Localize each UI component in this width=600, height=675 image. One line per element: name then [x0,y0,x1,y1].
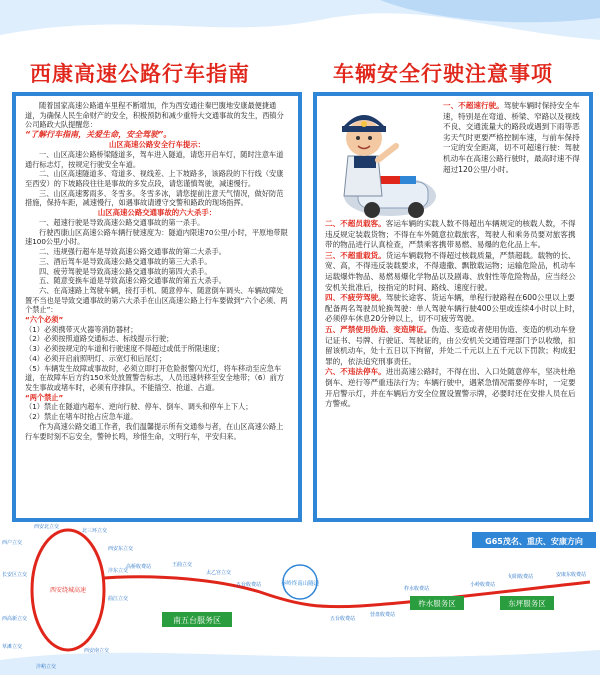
ban-2: （2）禁止在堵车时抢占应急车道。 [25,412,138,422]
note-2-head: 二、不超员载客。 [325,219,386,228]
bottom-station-4: 小岭收费站 [470,582,496,588]
note-1-head: 一、不超速行驶。 [443,101,504,110]
intro-text: 随着国家高速公路通车里程不断增加，作为西安通往秦巴腹地安康最便捷通道，为确保人民生命财产的安全，积极预防和减少重特大交通事故的发生，西镇分公司路政大队提醒您： [25,101,284,130]
ban-1: （1）禁止在隧道内超车、逆向行驶、停车、倒车、调头和停车上下人； [25,402,253,412]
mountain-tip-3: 三、山区高速雾雨多、冬雪多。冬雪多冰，请您提前注意天气情况，做好防范措施，保持车距，减速慢行，如遇事故请遵守交警和路政的现场指挥。 [25,188,284,208]
bottom-station-1: 五台收费站 [330,616,356,622]
note-2-body: 客运车辆的实载人数不得超出车辆规定的核载人数，不得违反规定装载货物；不得在车外随意拉载旅客，驾驶人和乘务员要对旅客携带的物品进行认真检查，严禁乘客携带易燃、易爆的危化品上车。 [325,219,576,250]
direction-label: G65茂名、重庆、安康方向 [485,537,583,546]
must-5-6: （5）车辆发生故障或事故时，必须立即打开危险报警闪光灯，将车移动至应急车道，在故障车后方约150米处放置警告标志，人员迅速转移至安全地带；（6）前方发生事故或堵车时，必须有序排队，不能插空、抢道、占道。 [25,363,285,392]
note-3-head: 三、不超重载货。 [325,250,386,260]
driving-guide-panel [12,92,302,522]
closing-reminder: 作为高速公路交通工作者，我们温馨提示所有交通参与者，在山区高速公路上行车要时刻不忘安全，警钟长鸣，珍惜生命，文明行车，平安归来。 [25,421,284,441]
service-area-label-3: 东坪服务区 [508,599,546,608]
loop-station-11: 沣峪立交 [36,664,57,670]
top-station-1: 高桥收费站 [126,564,152,570]
loop-station-1: 西安北立交 [34,524,60,530]
killer-1-detail: 行驶西康山区高速公路车辆行驶速度为：隧道内限速70公里/小时，平原地带限速100公里/小时。 [25,227,288,247]
loop-station-4: 沣东立交 [108,568,129,574]
must-3: （3）必须按规定的车道和行驶速度不得超过或低于所限速度； [25,344,224,354]
ring-road-label: 西安绕城高速 [49,587,87,594]
mountain-tip-1: 一、山区高速公路桥梁隧道多，驾车进入隧道，请您开启车灯，随时注意车道通行标志灯，按规定行驶安全车道。 [25,149,284,169]
killer-6: 六、在高速路上驾驶车辆，接打手机、随意停车、随意倒车调头、车辆故障处置不当也是导致交通事故的第六大杀手在山区高速公路上行车要做到“六个必须、两个禁止”： [25,285,288,315]
loop-station-3: 西安东立交 [108,546,134,552]
note-4-body: 驾驶长途客、货运车辆，单程行驶路程在600公里以上要配备两名驾驶员轮换驾驶：单人驾驶车辆行驶400公里或连续4小时以上时，必须停车休息20分钟以上，切不可疲劳驾驶。 [325,293,580,324]
loop-station-5: 西户立交 [2,540,23,546]
loop-station-8: 西安南立交 [84,648,110,654]
killer-1: 一、超速行驶是导致高速公路交通事故的第一杀手。 [39,218,205,228]
right-title: 车辆安全行驶注意事项 [333,62,553,86]
loop-station-6: 长安区立交 [2,572,28,578]
note-4-head: 四、不疲劳驾驶。 [325,293,386,303]
police-officer-illustration [320,96,438,222]
killer-4: 四、疲劳驾驶是导致高速公路交通事故的第四大杀手。 [39,266,212,276]
note-6-head: 六、不违法停车。 [325,367,386,377]
mountain-tip-2: 二、山区高速隧道多、弯道多、视线差、上下坡路多，该路段的下行线（安康至西安）的下坡路段往往是事故的多发点段，请您谨慎驾驶，减速慢行。 [25,169,284,188]
left-title: 西康高速公路行车指南 [30,62,250,86]
two-bans-heading: “两个禁止” [25,392,64,402]
service-area-label-2: 柞水服务区 [418,599,456,608]
bottom-station-6: 安康东收费站 [556,572,587,578]
must-2: （2）必须按照道路交通标志、标线提示行驶； [25,334,174,344]
bottom-station-5: 旬阳收费站 [508,574,534,580]
service-area-label-1: 南五台服务区 [173,616,221,625]
note-1-body: 驾驶车辆时保持安全车速，特别是在弯道、桥梁、窄路以及视线不良、交通流量大的路段或遇到下雨等恶劣天气时更要严格控制车速，与前车保持一定的安全距离，切不可超速行驶：驾驶机动车在高速公路行驶时，最高时速不得超过120公里/小时。 [443,101,580,174]
loop-station-10: 草滩立交 [2,644,23,650]
note-3-body: 货运车辆载物不得超过核载质量，严禁超载。载物的长、宽、高，不得违反装载要求，不得遗撒、飘散载运物；运输危险品，机动车运载爆炸物品、易燃易爆化学物品以及剧毒、放射性等危险物品，应当经公安机关批准后，按指定的时间、路线、速度行驶。 [325,250,576,292]
must-1: （1）必须携带灭火器等消防器材； [25,324,138,334]
loop-station-9: 西高新立交 [2,616,28,622]
note-5-head: 五、严禁使用伪造、变造牌证。 [325,324,432,334]
killer-5: 五、随意变换车道是导致高速公路交通事故的第五大杀手。 [39,276,226,286]
bottom-station-2: 营盘收费站 [370,612,396,618]
top-station-2: 王曲立交 [172,562,193,568]
note-6-body: 进出高速公路时，不得在出、入口处随意停车，坚决杜绝倒车、逆行等严重违法行为；车辆行驶中，遇紧急情况需要停车时，一定要开启警示灯，并在车辆后方安全位置设置警示牌，必要时还在安排人员在后方警戒。 [325,367,576,409]
six-musts-heading: “六个必须” [25,315,64,325]
top-station-4: 五台收费站 [236,582,262,588]
killers-heading: 山区高速公路交通事故的六大杀手： [97,208,217,218]
loop-station-7: 曲江立交 [108,596,129,602]
loop-station-2: 北三环立交 [82,528,108,534]
note-5-body: 伪造、变造或者使用伪造、变造的机动车登记证书、号牌、行驶证、驾驶证的，由公安机关交通管理部门予以收缴，扣留该机动车，处十五日以下拘留，并处二千元以上五千元以下罚款；构成犯罪的，依法追究刑事责任。 [325,324,576,366]
slogan-text: “了解行车指南，关爱生命，安全驾驶”。 [25,130,172,140]
killer-2: 二、违规强行超车是导致高速公路交通事故的第二大杀手。 [39,247,226,257]
mountain-tips-heading: 山区高速公路安全行车提示： [108,139,206,149]
killer-3: 三、酒后驾车是导致高速公路交通事故的第三大杀手。 [39,256,212,266]
route-map [0,520,600,675]
top-station-3: 太乙宫立交 [206,570,232,576]
must-4: （4）必须开启前照明灯、示宽灯和后尾灯； [25,353,167,363]
bottom-station-3: 柞水收费站 [404,586,430,592]
tunnel-label: 秦岭终南山隧道 [280,581,320,587]
